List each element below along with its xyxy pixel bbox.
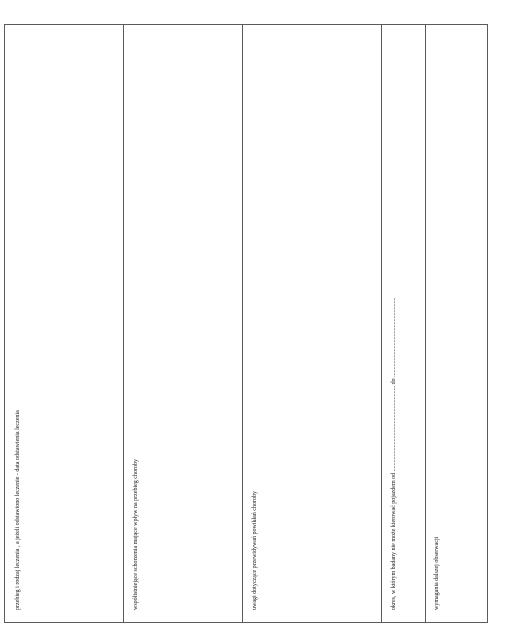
medical-form-table — [4, 24, 488, 623]
field-label-complications: uwagi dotyczące przewidywań powikłań choroby — [252, 491, 258, 610]
column-divider-4 — [425, 25, 426, 622]
column-divider-3 — [381, 25, 382, 622]
field-label-comorbidities: współistniejące schorzenia mające wpływ na przebieg choroby — [133, 459, 139, 610]
field-label-further-observation: wymagania dalszej obserwacji — [434, 536, 440, 610]
column-divider-2 — [242, 25, 243, 622]
field-label-driving-ban-period: okres, w którym badany nie może kierować pojazdem od ......................................................... do ..................................................... — [391, 297, 397, 610]
column-divider-1 — [123, 25, 124, 622]
field-label-treatment: przebieg i rodzaj leczenia , a jeżeli odstawiono leczenie - data odstawienia leczenia — [15, 410, 21, 610]
